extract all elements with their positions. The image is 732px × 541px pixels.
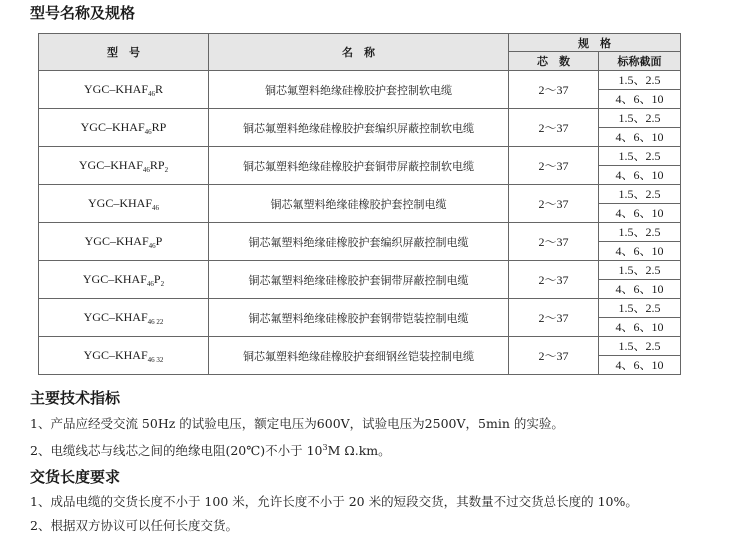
model-subscript: 46	[146, 279, 154, 288]
model-code: YGC–KHAF	[87, 195, 152, 210]
cores-cell: 2～37	[509, 261, 599, 299]
section-line-2: 4、6、10	[599, 355, 680, 374]
model-suffix-subscript: 2	[160, 279, 165, 288]
tech-item-2-text: 2、电缆线芯与线芯之间的绝缘电阻(20℃)不小于 10	[30, 443, 323, 458]
section-line-2: 4、6、10	[599, 165, 680, 184]
tech-item-2	[30, 440, 391, 459]
section-line-1: 1.5、2.5	[618, 263, 661, 277]
cores-cell: 2～37	[509, 185, 599, 223]
section-cell	[599, 261, 681, 299]
header-spec: 规 格	[509, 34, 681, 52]
section-line-2: 4、6、10	[599, 203, 680, 222]
model-suffix: P	[153, 271, 161, 286]
section-line-1: 1.5、2.5	[618, 73, 661, 87]
section-cell	[599, 223, 681, 261]
section-line-1: 1.5、2.5	[618, 149, 661, 163]
model-suffix: RP	[149, 157, 165, 172]
section-title-tech: 主要技术指标	[30, 389, 121, 407]
name-cell: 铜芯氟塑料绝缘硅橡胶护套编织屏蔽控制软电缆	[209, 109, 509, 147]
section-line-2: 4、6、10	[599, 127, 680, 146]
tech-item-2-unit: M Ω.km。	[327, 443, 391, 458]
section-line-2: 4、6、10	[599, 317, 680, 336]
model-suffix: R	[155, 81, 164, 96]
model-cell	[39, 109, 209, 147]
section-cell	[599, 71, 681, 109]
header-name: 名 称	[209, 34, 509, 71]
tech-item-1: 1、产品应经受交流 50Hz 的试验电压，额定电压为600V，试验电压为2500V，5min 的实验。	[30, 416, 564, 431]
model-code: YGC–KHAF	[83, 81, 148, 96]
cores-cell: 2～37	[509, 109, 599, 147]
section-cell	[599, 299, 681, 337]
table-row	[39, 147, 681, 185]
model-cell	[39, 337, 209, 375]
model-code: YGC–KHAF	[84, 233, 149, 248]
model-code: YGC–KHAF	[83, 347, 148, 362]
name-cell: 铜芯氟塑料绝缘硅橡胶护套铜带屏蔽控制软电缆	[209, 147, 509, 185]
model-subscript: 46 32	[147, 355, 164, 364]
model-cell	[39, 299, 209, 337]
header-cores: 芯 数	[509, 52, 599, 71]
model-code: YGC–KHAF	[82, 271, 147, 286]
table-row	[39, 185, 681, 223]
section-title-spec: 型号名称及规格	[30, 4, 136, 22]
name-cell: 铜芯氟塑料绝缘硅橡胶护套钢带铠装控制电缆	[209, 299, 509, 337]
table-row	[39, 337, 681, 375]
model-subscript: 46	[142, 165, 150, 174]
section-line-1: 1.5、2.5	[618, 339, 661, 353]
section-cell	[599, 185, 681, 223]
model-suffix: RP	[151, 119, 167, 134]
tech-item-2-exponent: 3	[322, 443, 328, 452]
cores-cell: 2～37	[509, 147, 599, 185]
name-cell: 铜芯氟塑料绝缘硅橡胶护套铜带屏蔽控制电缆	[209, 261, 509, 299]
model-subscript: 46	[148, 89, 155, 98]
model-cell	[39, 71, 209, 109]
section-cell	[599, 337, 681, 375]
table-row	[39, 223, 681, 261]
section-line-1: 1.5、2.5	[618, 111, 661, 125]
name-cell: 铜芯氟塑料绝缘硅橡胶护套细钢丝铠装控制电缆	[209, 337, 509, 375]
section-line-2: 4、6、10	[599, 89, 680, 108]
model-subscript: 46	[152, 203, 159, 212]
model-code: YGC–KHAF	[78, 157, 143, 172]
header-model: 型 号	[39, 34, 209, 71]
model-cell	[39, 185, 209, 223]
model-subscript: 46 22	[147, 317, 164, 326]
model-cell	[39, 147, 209, 185]
delivery-item-2: 2、根据双方协议可以任何长度交货。	[30, 518, 238, 533]
header-section: 标称截面	[599, 52, 681, 71]
name-cell: 铜芯氟塑料绝缘硅橡胶护套控制软电缆	[209, 71, 509, 109]
section-line-1: 1.5、2.5	[618, 187, 661, 201]
model-code: YGC–KHAF	[80, 119, 145, 134]
model-cell	[39, 223, 209, 261]
model-subscript: 46	[148, 241, 156, 250]
section-cell	[599, 147, 681, 185]
table-row	[39, 109, 681, 147]
spec-table	[38, 33, 681, 375]
model-code: YGC–KHAF	[83, 309, 148, 324]
cores-cell: 2～37	[509, 223, 599, 261]
table-row	[39, 299, 681, 337]
name-cell: 铜芯氟塑料绝缘硅橡胶护套编织屏蔽控制电缆	[209, 223, 509, 261]
section-line-2: 4、6、10	[599, 279, 680, 298]
cores-cell: 2～37	[509, 337, 599, 375]
section-line-1: 1.5、2.5	[618, 225, 661, 239]
cores-cell: 2～37	[509, 71, 599, 109]
section-title-delivery: 交货长度要求	[30, 468, 121, 486]
model-cell	[39, 261, 209, 299]
table-row	[39, 261, 681, 299]
name-cell: 铜芯氟塑料绝缘硅橡胶护套控制电缆	[209, 185, 509, 223]
section-cell	[599, 109, 681, 147]
cores-cell: 2～37	[509, 299, 599, 337]
model-subscript: 46	[144, 127, 152, 136]
model-suffix: P	[155, 233, 163, 248]
section-line-1: 1.5、2.5	[618, 301, 661, 315]
delivery-item-1: 1、成品电缆的交货长度不小于 100 米，允许长度不小于 20 米的短段交货，其数量不过交货总长度的 10%。	[30, 494, 638, 509]
model-suffix-subscript: 2	[164, 165, 169, 174]
table-row	[39, 71, 681, 109]
section-line-2: 4、6、10	[599, 241, 680, 260]
